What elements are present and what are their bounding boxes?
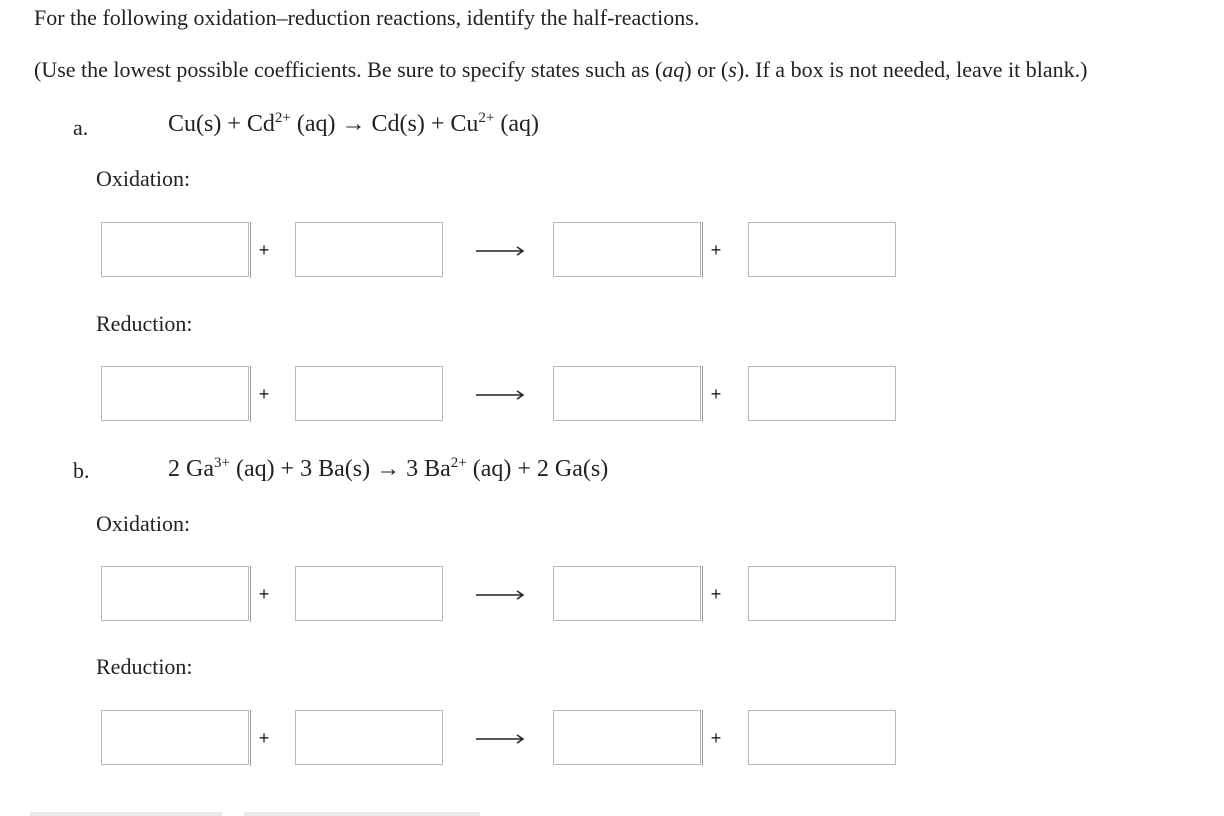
plus-sign: + [710, 240, 722, 260]
part-a-equation: $Cu(s) + Cd^{2+}$ $(aq) \to Cd(s) + Cu^{2+}$ (aq) [168, 110, 539, 137]
part-a-reduction-label: Reduction: [96, 311, 193, 336]
part-a-oxidation-label: Oxidation: [96, 166, 191, 191]
part-b-oxidation-label: Oxidation: [96, 511, 191, 536]
divider [702, 710, 703, 766]
divider [250, 710, 251, 766]
part-b-equation: 2 $Ga^{3+}$ (aq) + 3 Ba(s) → 3 $Ba^{2+}$ (aq) + 2 Ga(s) [168, 455, 609, 482]
part-a-oxidation-product-2[interactable] [748, 222, 896, 277]
footer-button-edge[interactable] [244, 812, 480, 816]
plus-sign: + [710, 584, 722, 604]
reaction-arrow-icon [476, 388, 526, 402]
divider [250, 566, 251, 622]
part-a-reduction-product-1[interactable] [553, 366, 701, 421]
part-b-oxidation-reactant-1[interactable] [101, 566, 249, 621]
part-a-oxidation-reactant-2[interactable] [295, 222, 443, 277]
divider [250, 366, 251, 422]
plus-sign: + [258, 584, 270, 604]
divider [250, 222, 251, 278]
part-b-reduction-reactant-1[interactable] [101, 710, 249, 765]
plus-sign: + [258, 728, 270, 748]
part-a-oxidation-reactant-1[interactable] [101, 222, 249, 277]
part-b-oxidation-product-2[interactable] [748, 566, 896, 621]
divider [702, 366, 703, 422]
footer-button-edge[interactable] [30, 812, 222, 816]
part-b-reduction-product-2[interactable] [748, 710, 896, 765]
divider [702, 222, 703, 278]
reaction-arrow-icon [476, 588, 526, 602]
part-b-reduction-reactant-2[interactable] [295, 710, 443, 765]
part-b-reduction-label: Reduction: [96, 654, 193, 679]
part-a-reduction-product-2[interactable] [748, 366, 896, 421]
plus-sign: + [710, 384, 722, 404]
part-b-reduction-product-1[interactable] [553, 710, 701, 765]
part-b-label: b. [73, 458, 90, 483]
part-b-oxidation-product-1[interactable] [553, 566, 701, 621]
plus-sign: + [258, 384, 270, 404]
question-intro: For the following oxidation–reduction reactions, identify the half-reactions. [34, 5, 700, 30]
question-instructions: (Use the lowest possible coefficients. Be sure to specify states such as (aq) or (s). If a box is not needed, leave it blank.) [34, 57, 1088, 82]
part-a-reduction-reactant-1[interactable] [101, 366, 249, 421]
plus-sign: + [710, 728, 722, 748]
plus-sign: + [258, 240, 270, 260]
divider [702, 566, 703, 622]
reaction-arrow-icon [476, 244, 526, 258]
part-b-oxidation-reactant-2[interactable] [295, 566, 443, 621]
reaction-arrow-icon [476, 732, 526, 746]
part-a-oxidation-product-1[interactable] [553, 222, 701, 277]
part-a-label: a. [73, 115, 89, 140]
part-a-reduction-reactant-2[interactable] [295, 366, 443, 421]
